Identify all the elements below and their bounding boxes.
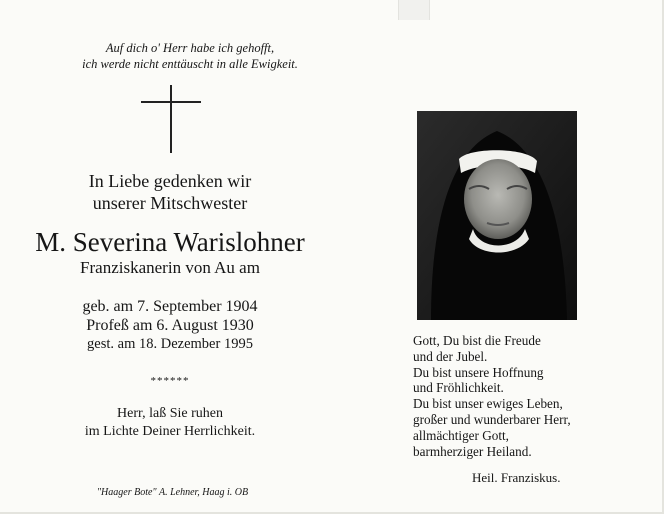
verse-line-2: ich werde nicht enttäuscht in alle Ewigkeit. (82, 57, 298, 71)
memoriam-text (40, 170, 300, 214)
deceased-name: M. Severina Warislohner (35, 227, 305, 257)
poem-line: großer und wunderbarer Herr, (413, 411, 571, 427)
prayer-line-1: Herr, laß Sie ruhen (117, 406, 223, 421)
bible-verse (10, 40, 370, 72)
poem-line: und der Jubel. (413, 348, 488, 364)
death-date: gest. am 18. Dezember 1995 (87, 336, 253, 352)
poem-line: Gott, Du bist die Freude (413, 333, 541, 348)
poem-line: und Fröhlichkeit. (413, 380, 504, 396)
memoriam-line-2: unserer Mitschwester (92, 193, 248, 213)
printer-credit: "Haager Bote" A. Lehner, Haag i. OB (96, 487, 249, 498)
star-separator: ****** (150, 375, 190, 387)
birth-date: geb. am 7. September 1904 (82, 298, 258, 315)
verse-line-1: Auf dich o' Herr habe ich gehofft, (105, 41, 275, 55)
life-dates (40, 297, 300, 354)
poem-line: allmächtiger Gott, (413, 427, 509, 443)
profession-date: Profeß am 6. August 1930 (86, 317, 254, 334)
prayer-line-2: im Lichte Deiner Herrlichkeit. (84, 424, 256, 439)
religious-order: Franziskanerin von Au am (80, 258, 260, 277)
portrait-photo (417, 111, 577, 320)
poem-line: barmherziger Heiland. (413, 443, 532, 459)
poem-line: Du bist unsere Hoffnung (413, 364, 544, 380)
poem-line: Du bist unser ewiges Leben, (413, 396, 563, 412)
rest-prayer (40, 405, 300, 441)
cross-icon (141, 85, 201, 153)
memoriam-line-1: In Liebe gedenken wir (88, 171, 252, 191)
poem (413, 333, 658, 459)
card-right-panel (400, 0, 664, 514)
poem-signature: Heil. Franziskus. (472, 470, 561, 485)
